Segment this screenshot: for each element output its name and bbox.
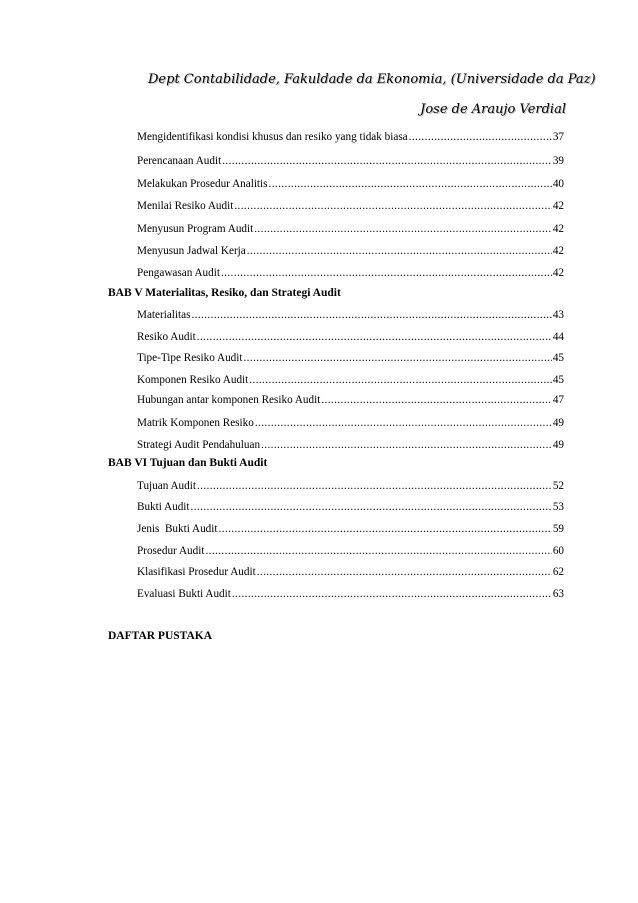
toc-entry-page: 44: [552, 331, 564, 343]
toc-entry-label: Tujuan Audit: [137, 480, 196, 492]
toc-leader: [261, 438, 552, 452]
toc-entry[interactable]: [137, 498, 564, 514]
toc-entry-page: 37: [552, 131, 564, 143]
toc-leader: [249, 373, 552, 387]
toc-entry[interactable]: [137, 220, 564, 236]
toc-entry-label: Komponen Resiko Audit: [137, 374, 249, 386]
toc-entry-label: Menyusun Jadwal Kerja: [137, 245, 246, 257]
toc-entry-page: 39: [552, 155, 564, 167]
chapter-heading-bab-vi[interactable]: BAB VI Tujuan dan Bukti Audit: [108, 457, 268, 469]
toc-entry[interactable]: [137, 436, 564, 452]
toc-entry-page: 52: [552, 480, 564, 492]
toc-leader: [232, 587, 552, 601]
toc-entry-page: 49: [552, 439, 564, 451]
toc-entry-label: Perencanaan Audit: [137, 155, 222, 167]
toc-leader: [321, 393, 551, 407]
toc-leader: [197, 330, 552, 344]
toc-leader: [197, 479, 552, 493]
toc-entry-page: 59: [552, 523, 564, 535]
toc-entry-label: Klasifikasi Prosedur Audit: [137, 566, 256, 578]
toc-entry-label: Resiko Audit: [137, 331, 196, 343]
toc-entry-page: 43: [552, 309, 564, 321]
toc-entry-label: Materialitas: [137, 309, 191, 321]
toc-leader: [255, 416, 552, 430]
toc-entry[interactable]: [137, 349, 564, 365]
toc-leader: [234, 199, 551, 213]
toc-entry-page: 62: [552, 566, 564, 578]
toc-leader: [257, 565, 552, 579]
toc-entry[interactable]: [137, 128, 564, 144]
toc-entry-page: 53: [552, 501, 564, 513]
toc-entry[interactable]: [137, 414, 564, 430]
toc-leader: [243, 351, 551, 365]
toc-entry[interactable]: [137, 371, 564, 387]
toc-entry-page: 42: [552, 267, 564, 279]
chapter-heading-bab-v[interactable]: BAB V Materialitas, Resiko, dan Strategi Audit: [108, 287, 341, 299]
toc-entry[interactable]: [137, 542, 564, 558]
toc-entry-label: Hubungan antar komponen Resiko Audit: [137, 394, 321, 406]
toc-leader: [409, 130, 552, 144]
header-author: Jose de Araujo Verdial: [420, 102, 566, 117]
toc-entry[interactable]: [137, 477, 564, 493]
toc-leader: [247, 244, 552, 258]
toc-entry[interactable]: [137, 264, 564, 280]
toc-entry-page: 49: [552, 417, 564, 429]
toc-entry[interactable]: [137, 520, 564, 536]
toc-entry-label: Tipe-Tipe Resiko Audit: [137, 352, 243, 364]
toc-entry-label: Strategi Audit Pendahuluan: [137, 439, 261, 451]
toc-entry-label: Mengidentifikasi kondisi khusus dan resiko yang tidak biasa: [137, 131, 408, 143]
toc-entry[interactable]: [137, 197, 564, 213]
toc-leader: [219, 522, 552, 536]
toc-entry[interactable]: [137, 306, 564, 322]
toc-entry-page: 45: [552, 374, 564, 386]
toc-entry-page: 45: [552, 352, 564, 364]
toc-entry-page: 40: [552, 178, 564, 190]
toc-entry[interactable]: [137, 242, 564, 258]
toc-entry-page: 42: [552, 223, 564, 235]
toc-leader: [222, 154, 552, 168]
toc-entry-label: Melakukan Prosedur Analitis: [137, 178, 268, 190]
toc-entry[interactable]: [137, 152, 564, 168]
toc-entry[interactable]: [137, 563, 564, 579]
daftar-pustaka-heading[interactable]: DAFTAR PUSTAKA: [108, 630, 213, 642]
toc-entry-label: Matrik Komponen Resiko: [137, 417, 254, 429]
toc-entry-label: Menilai Resiko Audit: [137, 200, 234, 212]
toc-leader: [191, 500, 552, 514]
toc-entry[interactable]: [137, 328, 564, 344]
toc-entry-label: Menyusun Program Audit: [137, 223, 254, 235]
toc-entry-page: 63: [552, 588, 564, 600]
toc-entry-page: 47: [552, 394, 564, 406]
toc-entry-label: Prosedur Audit: [137, 545, 205, 557]
toc-leader: [269, 177, 552, 191]
toc-entry[interactable]: [137, 585, 564, 601]
toc-entry-label: Pengawasan Audit: [137, 267, 220, 279]
toc-entry-page: 42: [552, 245, 564, 257]
toc-entry[interactable]: [137, 175, 564, 191]
toc-entry-page: 42: [552, 200, 564, 212]
header-department: Dept Contabilidade, Fakuldade da Ekonomia, (Universidade da Paz): [148, 72, 596, 87]
toc-leader: [221, 266, 552, 280]
toc-entry-page: 60: [552, 545, 564, 557]
toc-leader: [191, 308, 551, 322]
toc-entry[interactable]: [137, 391, 564, 407]
toc-leader: [254, 222, 552, 236]
toc-leader: [205, 544, 551, 558]
toc-entry-label: Evaluasi Bukti Audit: [137, 588, 231, 600]
toc-entry-label: Jenis Bukti Audit: [137, 523, 218, 535]
toc-entry-label: Bukti Audit: [137, 501, 190, 513]
